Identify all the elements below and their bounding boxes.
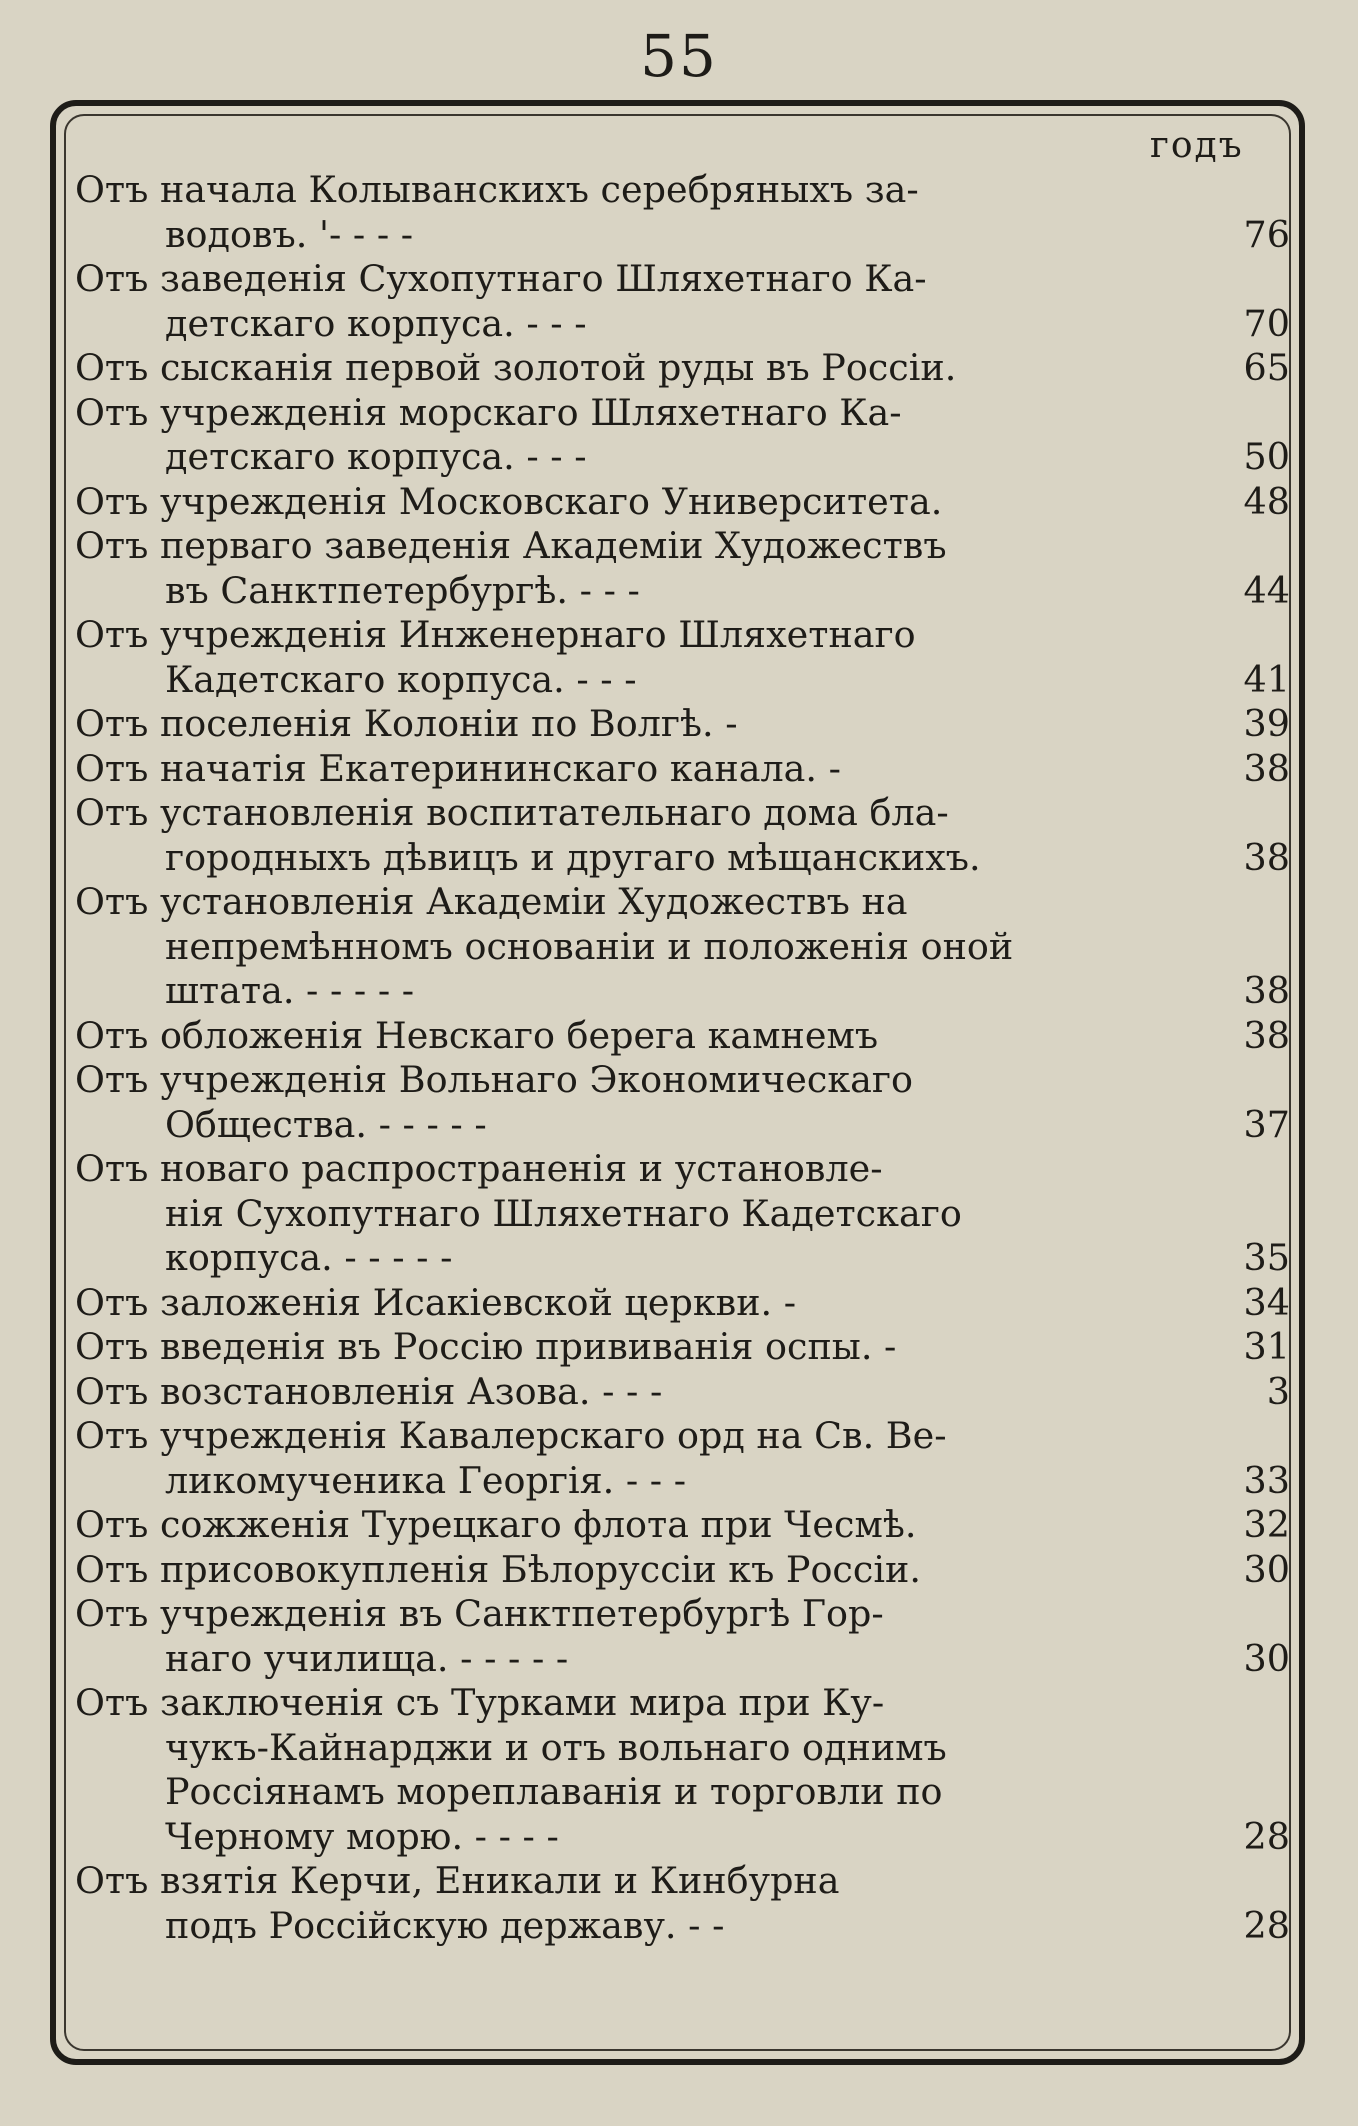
entry-line: Отъ установленія Академіи Художествъ на	[75, 880, 908, 923]
entry-line: Отъ новаго распространенія и установле-	[75, 1147, 883, 1190]
entry-year: 44	[1243, 568, 1290, 612]
entry-line: Отъ начала Колыванскихъ серебряныхъ за-	[75, 168, 919, 211]
entry-year: 30	[1243, 1636, 1290, 1680]
entry-year: 30	[1243, 1547, 1290, 1591]
entry-line: въ Санктпетербургѣ. - - -	[165, 568, 640, 612]
entry-line: Отъ учрежденія Московскаго Университета.	[75, 479, 943, 523]
entry-year: 38	[1243, 746, 1290, 790]
entry-line: Отъ взятія Керчи, Еникали и Кинбурна	[75, 1859, 840, 1902]
chronology-entry	[75, 1058, 1290, 1147]
chronology-entry	[75, 702, 1290, 747]
chronology-entry	[75, 1147, 1290, 1281]
entry-line: Отъ учрежденія Инженернаго Шляхетнаго	[75, 613, 916, 656]
entry-line: Отъ начатія Екатерининскаго канала. -	[75, 746, 841, 790]
entry-line: Отъ поселенія Колоніи по Волгѣ. -	[75, 702, 738, 745]
entry-line: Черному морю. - - - -	[165, 1814, 559, 1858]
entry-year: 48	[1243, 479, 1290, 523]
entry-year: 35	[1243, 1236, 1290, 1279]
chronology-entry	[75, 747, 1290, 792]
entry-line: Отъ введенія въ Россію прививанія оспы. -	[75, 1325, 897, 1368]
entry-line: Отъ сысканія первой золотой руды въ Россіи.	[75, 346, 957, 389]
entry-year: 65	[1243, 346, 1290, 389]
entry-year: 50	[1243, 435, 1290, 478]
entry-year: 38	[1243, 1013, 1290, 1057]
chronology-entry	[75, 168, 1290, 257]
page-number: 55	[640, 22, 718, 90]
entry-year: 3	[1266, 1369, 1290, 1413]
entry-line: непремѣнномъ основаніи и положенія оной	[165, 924, 1014, 968]
entry-year: 76	[1243, 212, 1290, 256]
chronology-entry	[75, 1592, 1290, 1681]
entry-line: Россіянамъ мореплаванія и торговли по	[165, 1770, 943, 1813]
chronology-entry	[75, 480, 1290, 525]
entry-line: подъ Россійскую державу. - -	[165, 1903, 725, 1947]
entry-line: детскаго корпуса. - - -	[165, 301, 587, 345]
entry-line: городныхъ дѣвицъ и другаго мѣщанскихъ.	[165, 835, 981, 879]
entry-line: Отъ учрежденія Вольнаго Экономическаго	[75, 1058, 914, 1101]
entry-year: 39	[1243, 702, 1290, 745]
entry-year: 31	[1243, 1325, 1290, 1368]
entry-line: Отъ установленія воспитательнаго дома бла-	[75, 791, 949, 834]
entry-line: Отъ возстановленія Азова. - - -	[75, 1369, 663, 1413]
entry-line: штата. - - - - -	[165, 969, 415, 1012]
entry-year: 34	[1243, 1280, 1290, 1324]
chronology-entry	[75, 791, 1290, 880]
chronology-entry	[75, 880, 1290, 1014]
entry-line: ликомученика Георгія. - - -	[165, 1458, 687, 1502]
chronology-entry	[75, 1503, 1290, 1548]
entry-line: Отъ заключенія съ Турками мира при Ку-	[75, 1681, 885, 1724]
chronology-entry	[75, 1014, 1290, 1059]
entry-line: Отъ перваго заведенія Академіи Художествъ	[75, 524, 947, 567]
entry-line: водовъ. '- - - -	[165, 212, 414, 256]
chronology-entry	[75, 1325, 1290, 1370]
entry-line: наго училища. - - - - -	[165, 1636, 569, 1680]
entry-year: 41	[1243, 657, 1290, 701]
entry-year: 38	[1243, 835, 1290, 879]
entry-year: 32	[1243, 1503, 1290, 1546]
chronology-entry	[75, 1859, 1290, 1948]
entry-line: Отъ учрежденія морскаго Шляхетнаго Ка-	[75, 390, 902, 434]
entry-line: Отъ учрежденія въ Санктпетербургѣ Гор-	[75, 1592, 884, 1635]
entry-line: чукъ-Кайнарджи и отъ вольнаго однимъ	[165, 1725, 947, 1769]
entry-line: Отъ сожженія Турецкаго флота при Чесмѣ.	[75, 1503, 917, 1546]
entry-line: корпуса. - - - - -	[165, 1236, 453, 1279]
entry-line: Отъ заведенія Сухопутнаго Шляхетнаго Ка-	[75, 257, 927, 300]
entry-line: детскаго корпуса. - - -	[165, 435, 587, 478]
entry-year: 28	[1243, 1814, 1290, 1858]
chronology-entry	[75, 1548, 1290, 1593]
entry-year: 38	[1243, 969, 1290, 1012]
entry-year: 33	[1243, 1458, 1290, 1502]
entry-line: Общества. - - - - -	[165, 1102, 487, 1146]
entry-line: нія Сухопутнаго Шляхетнаго Кадетскаго	[165, 1191, 962, 1235]
entry-line: Отъ обложенія Невскаго берега камнемъ	[75, 1013, 879, 1057]
entry-year: 70	[1243, 301, 1290, 345]
chronology-entry	[75, 257, 1290, 346]
entry-line: Кадетскаго корпуса. - - -	[165, 657, 637, 701]
chronology-entry	[75, 1681, 1290, 1859]
chronology-entry	[75, 1370, 1290, 1415]
entry-line: Отъ присовокупленія Бѣлоруссіи къ Россіи.	[75, 1547, 921, 1591]
chronology-list	[75, 168, 1290, 1948]
chronology-entry	[75, 1281, 1290, 1326]
chronology-entry	[75, 1414, 1290, 1503]
entry-year: 28	[1243, 1903, 1290, 1947]
entry-year: 37	[1243, 1102, 1290, 1146]
chronology-entry	[75, 391, 1290, 480]
entry-line: Отъ заложенія Исакіевской церкви. -	[75, 1280, 797, 1324]
chronology-entry	[75, 613, 1290, 702]
chronology-entry	[75, 524, 1290, 613]
year-column-header: годъ	[1150, 125, 1244, 166]
entry-line: Отъ учрежденія Кавалерскаго орд на Св. Ве-	[75, 1414, 947, 1457]
chronology-entry	[75, 346, 1290, 391]
